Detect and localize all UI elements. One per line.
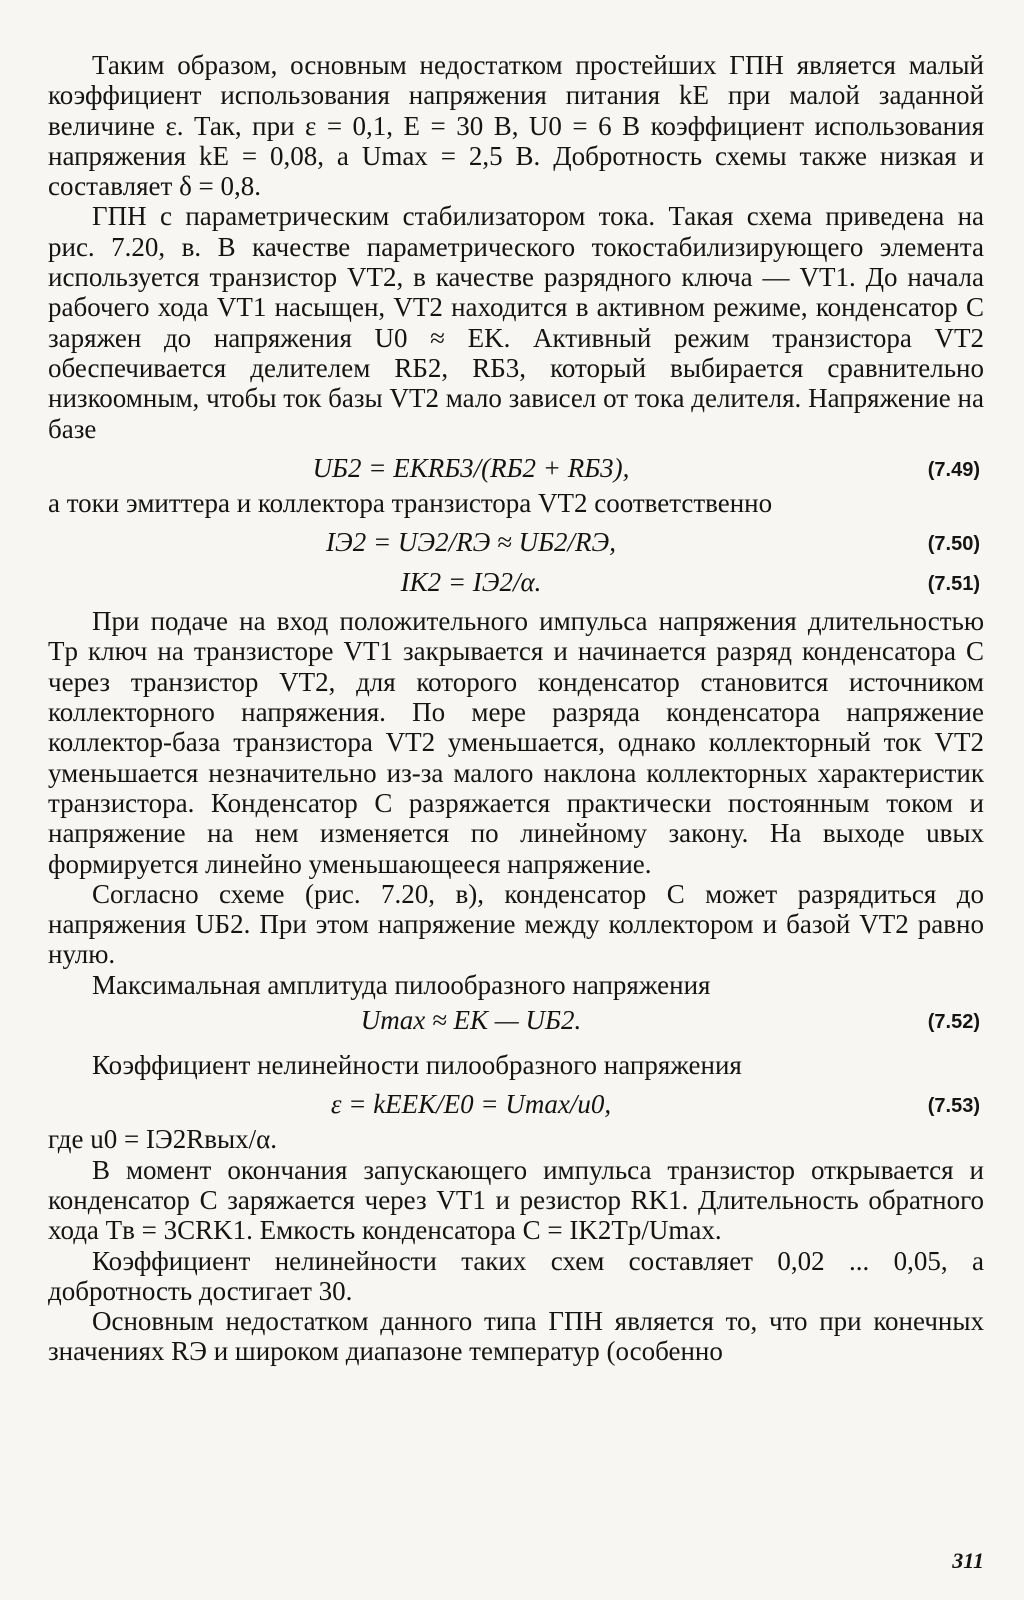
paragraph-quality: Коэффициент нелинейности таких схем составляет 0,02 ... 0,05, а добротность достигает 30. — [48, 1245, 984, 1306]
paragraph-scheme: Согласно схеме (рис. 7.20, в), конденсатор C может разрядиться до напряжения UБ2. При этом напряжение между коллектором и базой VT2 равно нулю. — [48, 878, 984, 970]
paragraph-where: где u0 = IЭ2Rвых/α. — [48, 1124, 278, 1155]
equation-formula: IЭ2 = UЭ2/RЭ ≈ UБ2/RЭ, — [326, 527, 616, 558]
paragraph-drawback: Основным недостатком данного типа ГПН является то, что при конечных значениях RЭ и широком диапазоне температур (особенно — [48, 1306, 984, 1367]
equation-7-52 — [48, 1000, 984, 1040]
page-number: 311 — [952, 1548, 984, 1573]
paragraph-currents: а токи эмиттера и коллектора транзистора VT2 соответственно — [48, 487, 773, 518]
equation-7-49 — [48, 448, 984, 488]
equation-formula: ε = kEEK/E0 = Umax/u0, — [330, 1089, 612, 1120]
equation-7-50 — [48, 522, 984, 562]
equation-number: (7.50) — [927, 533, 980, 556]
paragraph-summary: Таким образом, основным недостатком простейших ГПН является малый коэффициент использования напряжения питания kE при малой заданной величине ε. Так, при ε = 0,1, E = 30 В, U0 = 6 В коэффициент использования напряжения kE = 0,08, а Umax = 2,5 В. Добротность схемы также низкая и составляет δ = 0,8. — [48, 50, 984, 202]
equation-formula: Umax ≈ EK — UБ2. — [360, 1005, 582, 1036]
equation-number: (7.53) — [927, 1095, 980, 1118]
paragraph-nonlinearity: Коэффициент нелинейности пилообразного напряжения — [92, 1050, 742, 1081]
equation-formula: IK2 = IЭ2/α. — [400, 567, 542, 598]
equation-number: (7.52) — [927, 1011, 980, 1034]
paragraph-discharge: При подаче на вход положительного импульса напряжения длительностью Tр ключ на транзисторе VT1 закрывается и начинается разряд конденсатора C через транзистор VT2, для которого конденсатор становится источником коллекторного напряжения. По мере разряда конденсатора напряжение коллектор-база транзистора VT2 уменьшается, однако коллекторный ток VT2 уменьшается незначительно из-за малого наклона коллекторных характеристик транзистора. Конденсатор C разряжается практически постоянным током и напряжение на нем изменяется по линейному закону. На выходе uвых формируется линейно уменьшающееся напряжение. — [48, 606, 984, 879]
paragraph-current-stabilizer: ГПН с параметрическим стабилизатором тока. Такая схема приведена на рис. 7.20, в. В качестве параметрического токостабилизирующего элемента используется транзистор VT2, в качестве разрядного ключа — VT1. До начала рабочего хода VT1 насыщен, VT2 находится в активном режиме, конденсатор C заряжен до напряжения U0 ≈ EK. Активный режим транзистора VT2 обеспечивается делителем RБ2, RБ3, который выбирается сравнительно низкоомным, чтобы ток базы VT2 мало зависел от тока делителя. Напряжение на базе — [48, 201, 984, 444]
equation-7-51 — [48, 562, 984, 602]
paragraph-max-amplitude: Максимальная амплитуда пилообразного напряжения — [92, 969, 711, 1000]
equation-formula: UБ2 = EKRБ3/(RБ2 + RБ3), — [312, 452, 630, 483]
equation-7-53 — [48, 1084, 984, 1124]
equation-number: (7.51) — [927, 573, 980, 596]
equation-number: (7.49) — [927, 458, 980, 481]
paragraph-charging: В момент окончания запускающего импульса транзистор открывается и конденсатор C заряжается через VT1 и резистор RK1. Длительность обратного хода Tв = 3CRK1. Емкость конденсатора C = IK2Tр/Umax. — [48, 1154, 984, 1246]
